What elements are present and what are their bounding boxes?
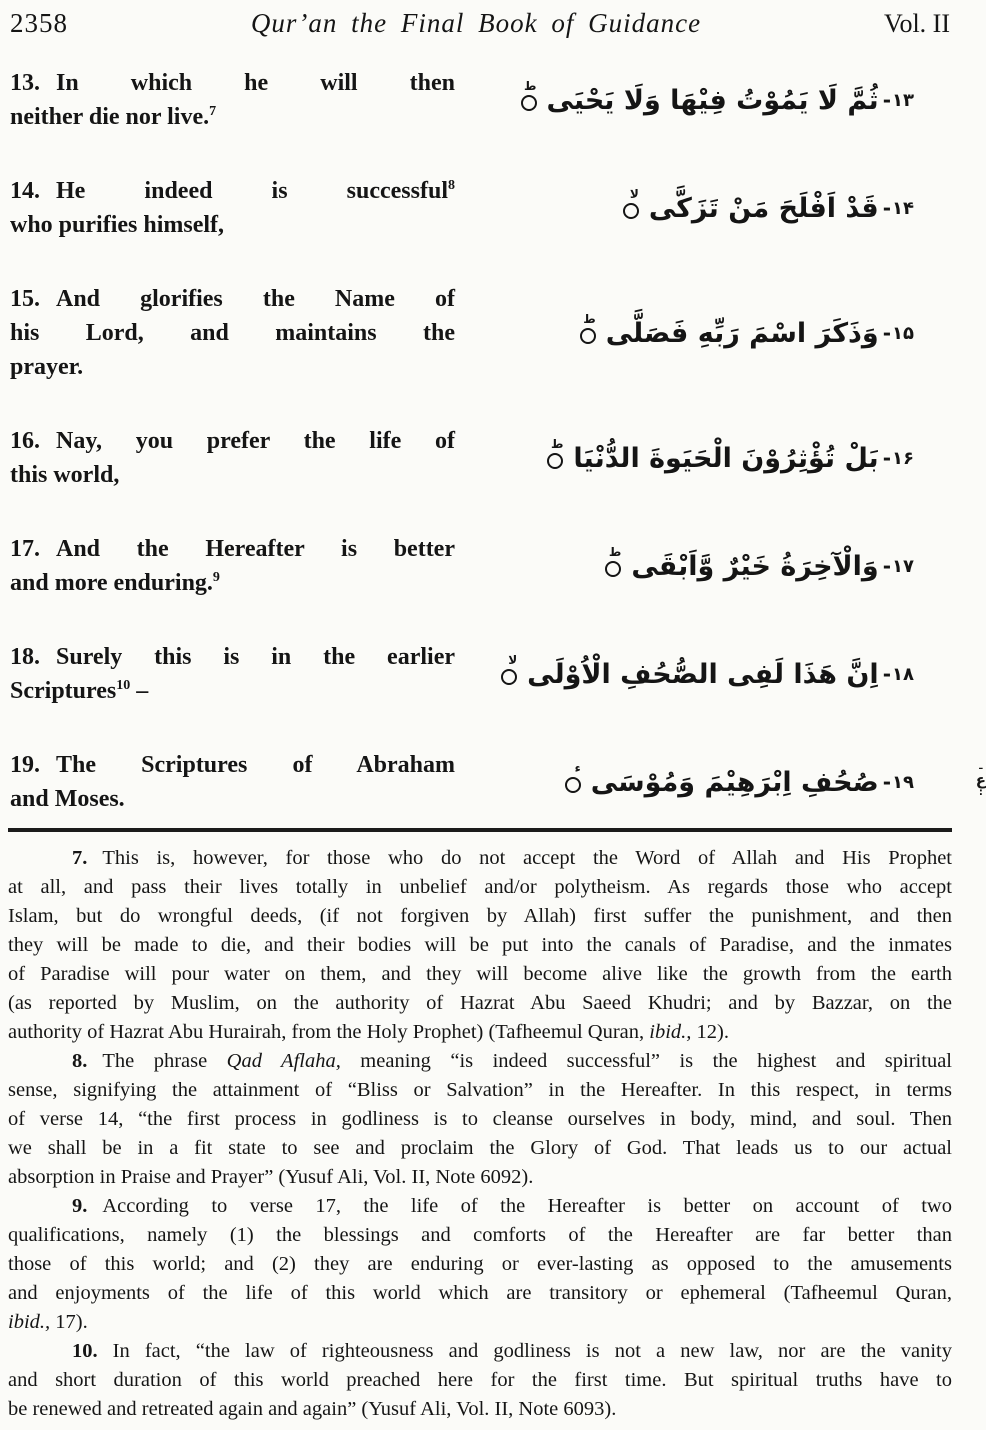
text-segment: Islam, but do wrongful deeds, (if not forgiven by Allah) first suffer the punishment, and then	[8, 905, 952, 927]
verse-english	[8, 640, 455, 708]
verse-arabic-line	[455, 176, 952, 240]
verse-text-line	[10, 566, 455, 600]
footnote-number: 8.	[72, 1050, 88, 1072]
text-segment: neither die nor live.	[10, 104, 210, 130]
ruku-marker-icon	[976, 762, 986, 799]
end-of-ayah-circle-icon	[605, 545, 622, 577]
verse-number: 16.	[10, 428, 40, 454]
text-segment: and short duration of this world preached here for the first time. But spiritual truths have to	[8, 1369, 952, 1391]
footnote-text-line	[8, 844, 952, 873]
footnote-text-line	[8, 960, 952, 989]
text-segment: who purifies himself,	[10, 212, 225, 238]
text-segment: The phrase	[102, 1050, 227, 1072]
verse-text-line	[10, 350, 455, 384]
ayah-number: ۱۴	[892, 197, 914, 219]
text-segment: those of this world; and (2) they are enduring or ever-lasting as opposed to the amusements	[8, 1253, 952, 1275]
italic-text: ibid.,	[8, 1311, 51, 1333]
verse-text-line	[10, 282, 455, 316]
footnote-text-line	[8, 1047, 952, 1076]
verse-english	[8, 532, 455, 600]
ayah-number: ۱۳	[892, 89, 914, 111]
ayah-arabic-text: اِنَّ هَذَا لَفِى الصُّحُفِ الْاُوْلَى	[527, 658, 879, 690]
verse-arabic-line	[455, 426, 952, 490]
text-segment: prayer.	[10, 354, 84, 380]
ayah-arabic-text: بَلْ تُؤْثِرُوْنَ الْحَيَوةَ الدُّنْيَا	[573, 442, 879, 474]
ayah-arabic-text: ثُمَّ لَا يَمُوْتُ فِيْهَا وَلَا يَحْيَى	[546, 84, 879, 116]
text-segment: of Paradise will pour water on them, and they will become alive like the growth from the earth	[8, 963, 952, 985]
text-segment: absorption in Praise and Prayer” (Yusuf Ali, Vol. II, Note 6092).	[8, 1166, 534, 1188]
running-header	[8, 8, 952, 40]
ayah-arabic-text: قَدْ اَفْلَحَ مَنْ تَزَكَّى	[648, 192, 879, 224]
verse-number: 19.	[10, 752, 40, 778]
verse-arabic-line	[455, 642, 952, 706]
waqf-pause-mark: ط	[550, 437, 564, 451]
text-segment: 12).	[691, 1021, 729, 1043]
verse-english	[8, 174, 455, 242]
text-segment: and enjoyments of the life of this world which are transitory or ephemeral (Tafheemul Quran,	[8, 1282, 952, 1304]
end-of-ayah-circle-icon	[623, 187, 639, 219]
end-of-ayah-circle-icon	[501, 653, 518, 685]
verse-text-line	[10, 100, 455, 134]
text-segment: of verse 14, “the first process in godliness is to cleanse ourselves in body, mind, and soul. Then	[8, 1108, 952, 1130]
text-segment: authority of Hazrat Abu Hurairah, from the Holy Prophet) (Tafheemul Quran,	[8, 1021, 650, 1043]
text-segment: sense, signifying the attainment of “Bliss or Salvation” in the Hereafter. In this respect, in terms	[8, 1079, 952, 1101]
footnote-text-line	[8, 1250, 952, 1279]
verse-row	[8, 282, 952, 384]
end-of-ayah-circle-icon	[580, 312, 596, 344]
text-segment: and more enduring.	[10, 570, 213, 596]
verse-arabic-line	[455, 750, 986, 814]
end-of-ayah-circle-icon	[565, 761, 581, 793]
footnote-ref: 8	[448, 178, 455, 193]
verse-text-line	[10, 208, 455, 242]
footnotes-section	[8, 844, 952, 1424]
verse-english	[8, 424, 455, 492]
verse-text-line	[10, 748, 455, 782]
verse-row	[8, 66, 952, 134]
footnote-text-line	[8, 931, 952, 960]
verse-row	[8, 532, 952, 600]
text-segment: they will be made to die, and their bodies will be put into the canals of Paradise, and the inmates	[8, 934, 952, 956]
footnote-text-line	[8, 1105, 952, 1134]
end-of-ayah-circle-icon	[547, 437, 564, 469]
text-segment: In which he will then	[56, 70, 455, 96]
page-number: 2358	[10, 8, 68, 38]
text-segment: And the Hereafter is better	[56, 536, 455, 562]
end-of-ayah-circle-icon	[521, 79, 537, 111]
verse-arabic-line	[455, 68, 952, 132]
footnote-text-line	[8, 1134, 952, 1163]
footnote-text-line	[8, 1395, 952, 1424]
verse-number: 17.	[10, 536, 40, 562]
footnote-ref: 10	[116, 678, 131, 693]
verse-row	[8, 640, 952, 708]
footnote-text-line	[8, 989, 952, 1018]
verse-text-line	[10, 66, 455, 100]
ayah-number-dash: -	[882, 554, 892, 578]
text-segment: 17).	[50, 1311, 88, 1333]
waqf-pause-mark: ط	[608, 545, 622, 559]
text-segment: This is, however, for those who do not accept the Word of Allah and His Prophet	[102, 847, 952, 869]
waqf-pause-mark: لا	[629, 187, 639, 201]
footnote	[8, 1192, 952, 1337]
footnote-text-line	[8, 1163, 952, 1192]
verse-row	[8, 424, 952, 492]
text-segment: this world,	[10, 462, 120, 488]
verse-english	[8, 282, 455, 384]
footnote-text-line	[8, 1337, 952, 1366]
footnote-text-line	[8, 873, 952, 902]
ayah-number-dash: -	[882, 321, 892, 345]
text-segment: Nay, you prefer the life of	[56, 428, 455, 454]
ayah-number: ۱۵	[892, 322, 914, 344]
verse-english	[8, 66, 455, 134]
footnote-ref: 7	[209, 104, 217, 119]
italic-text: ibid.,	[649, 1021, 692, 1043]
footnote-divider-rule	[8, 828, 952, 832]
ayah-number: ۱۶	[892, 447, 914, 469]
verse-number: 18.	[10, 644, 40, 670]
ayah-number-dash: -	[882, 770, 892, 794]
ayah-number: ۱۷	[892, 555, 914, 577]
verse-row	[8, 748, 986, 816]
text-segment: (as reported by Muslim, on the authority of Hazrat Abu Saeed Khudri; and by Bazzar, on the	[8, 992, 952, 1014]
footnote	[8, 844, 952, 1047]
verse-area	[8, 66, 986, 816]
footnote-text-line	[8, 1076, 952, 1105]
verse-text-line	[10, 316, 455, 350]
verse-text-line	[10, 674, 455, 708]
text-segment: According to verse 17, the life of the Hereafter is better on account of two	[102, 1195, 952, 1217]
verse-text-line	[10, 532, 455, 566]
text-segment: The Scriptures of Abraham	[56, 752, 455, 778]
waqf-pause-mark: ط	[583, 312, 596, 326]
text-segment: And glorifies the Name of	[56, 286, 455, 312]
text-segment: we shall be in a fit state to see and proclaim the Glory of God. That leads us to our actual	[8, 1137, 952, 1159]
ayah-arabic-text: وَذَكَرَ اسْمَ رَبِّهِ فَصَلَّى	[605, 317, 879, 349]
verse-english	[8, 748, 455, 816]
footnote-text-line	[8, 1279, 952, 1308]
text-segment: Surely this is in the earlier	[56, 644, 455, 670]
text-segment: In fact, “the law of righteousness and godliness is not a new law, nor are the vanity	[112, 1340, 952, 1362]
book-title: Qur’an the Final Book of Guidance	[250, 8, 702, 38]
waqf-pause-mark: ء	[574, 761, 581, 775]
footnote-number: 9.	[72, 1195, 88, 1217]
footnote-text-line	[8, 902, 952, 931]
ruku-top-mark: ـ	[979, 761, 983, 773]
text-segment: –	[130, 678, 149, 704]
verse-number: 13.	[10, 70, 40, 96]
ruku-bottom-mark: :	[978, 787, 983, 799]
verse-text-line	[10, 424, 455, 458]
ayah-number-dash: -	[882, 662, 892, 686]
verse-number: 14.	[10, 178, 40, 204]
ayah-number-dash: -	[882, 446, 892, 470]
text-segment: and Moses.	[10, 786, 125, 812]
footnote-text-line	[8, 1221, 952, 1250]
ayah-number-dash: -	[882, 88, 892, 112]
footnote	[8, 1337, 952, 1424]
footnote	[8, 1047, 952, 1192]
italic-text: Qad Aflaha,	[226, 1050, 341, 1072]
text-segment: Scriptures	[10, 678, 117, 704]
ayah-number-dash: -	[882, 196, 892, 220]
ayah-number: ۱۸	[892, 663, 914, 685]
footnote-text-line	[8, 1308, 952, 1337]
text-segment: qualifications, namely (1) the blessings and comforts of the Hereafter are far better than	[8, 1224, 952, 1246]
text-segment: meaning “is indeed successful” is the highest and spiritual	[340, 1050, 952, 1072]
verse-arabic-line	[455, 534, 952, 598]
verse-arabic-line	[455, 301, 952, 365]
footnote-text-line	[8, 1192, 952, 1221]
text-segment: be renewed and retreated again and again” (Yusuf Ali, Vol. II, Note 6093).	[8, 1398, 617, 1420]
verse-text-line	[10, 174, 455, 208]
ayah-arabic-text: صُحُفِ اِبْرَهِيْمَ وَمُوْسَى	[590, 766, 879, 798]
waqf-pause-mark: لا	[508, 653, 518, 667]
footnote-text-line	[8, 1018, 952, 1047]
verse-row	[8, 174, 952, 242]
ayah-number: ۱۹	[892, 771, 914, 793]
text-segment: at all, and pass their lives totally in unbelief and/or polytheism. As regards those who accept	[8, 876, 952, 898]
verse-number: 15.	[10, 286, 40, 312]
footnote-ref: 9	[212, 570, 220, 585]
ayah-arabic-text: وَالْآخِرَةُ خَيْرٌ وَّاَبْقَى	[631, 550, 879, 582]
waqf-pause-mark: ط	[524, 79, 537, 93]
footnote-number: 7.	[72, 847, 88, 869]
verse-text-line	[10, 640, 455, 674]
text-segment: his Lord, and maintains the	[10, 320, 455, 346]
verse-text-line	[10, 458, 455, 492]
ruku-ain-letter: ع	[975, 770, 986, 789]
volume-label: Vol. II	[884, 9, 950, 38]
text-segment: He indeed is successful	[56, 178, 448, 204]
footnote-text-line	[8, 1366, 952, 1395]
verse-text-line	[10, 782, 455, 816]
footnote-number: 10.	[72, 1340, 98, 1362]
